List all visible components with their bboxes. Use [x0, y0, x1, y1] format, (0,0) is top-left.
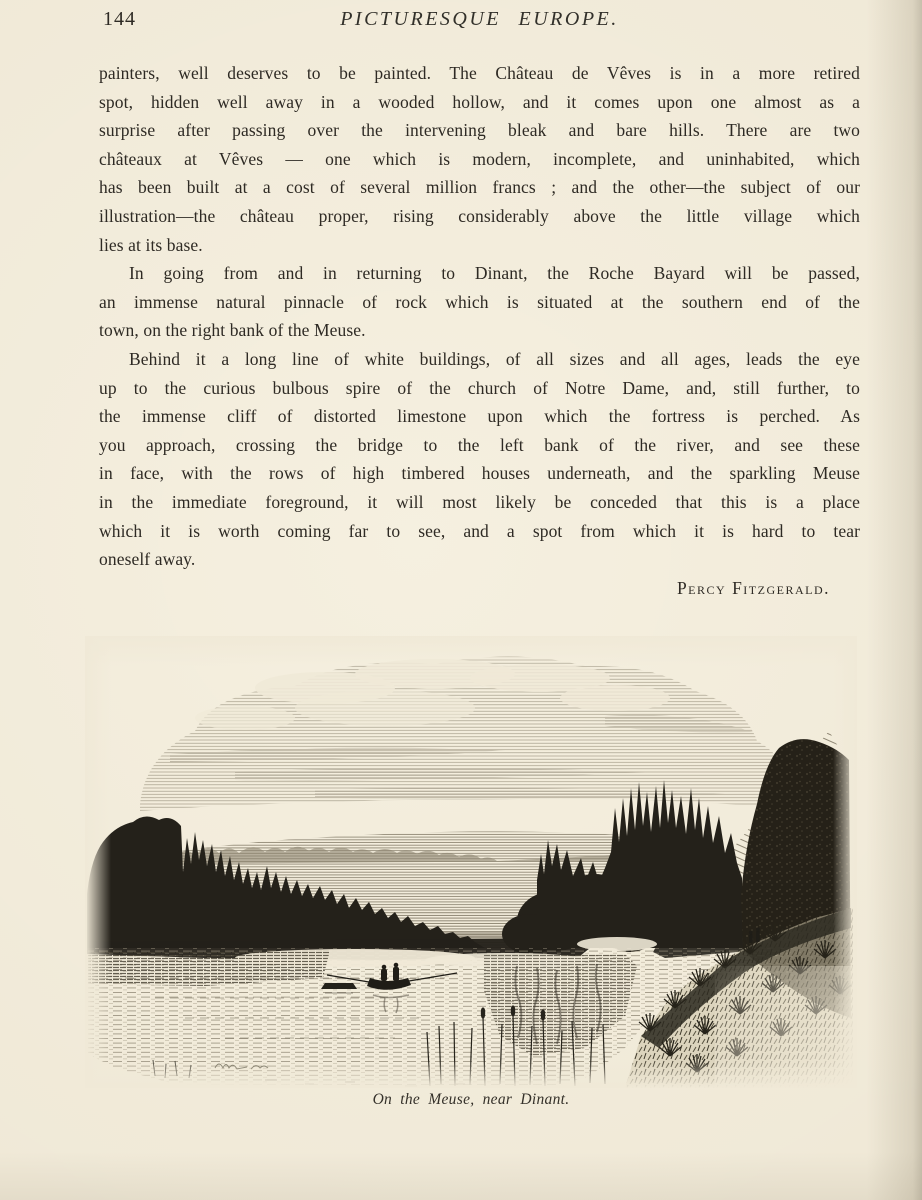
river-engraving [84, 636, 858, 1088]
text-line: up to the curious bulbous spire of the church of Notre Dame, and, still further, to [99, 377, 860, 398]
text-line: you approach, crossing the bridge to the left bank of the river, and see these [99, 434, 860, 455]
page-header [99, 8, 860, 38]
body-text [99, 59, 860, 602]
text-line: In going from and in returning to Dinant, the Roche Bayard will be passed, [129, 263, 860, 284]
illustration-caption: On the Meuse, near Dinant. [372, 1091, 570, 1108]
text-line: oneself away. [99, 549, 196, 570]
text-line: Behind it a long line of white buildings, of all sizes and all ages, leads the eye [129, 348, 860, 369]
text-line: town, on the right bank of the Meuse. [99, 320, 366, 341]
engraving-illustration [84, 636, 858, 1109]
sky-clouds [140, 656, 787, 811]
text-line: lies at its base. [99, 234, 203, 255]
text-line: châteaux at Vêves — one which is modern, incomplete, and uninhabited, which [99, 148, 860, 169]
text-line: has been built at a cost of several million francs ; and the other—the subject of our [99, 177, 860, 198]
text-line: in face, with the rows of high timbered houses underneath, and the sparkling Meuse [99, 463, 860, 484]
text-line: an immense natural pinnacle of rock which is situated at the southern end of the [99, 291, 860, 312]
text-line: which it is worth coming far to see, and a spot from which it is hard to tear [99, 520, 860, 541]
author-signature: Percy Fitzgerald. [676, 577, 830, 598]
text-line: in the immediate foreground, it will most likely be conceded that this is a place [99, 491, 860, 512]
text-line: painters, well deserves to be painted. The Château de Vêves is in a more retired [99, 63, 860, 83]
page-number: 144 [103, 8, 136, 30]
poplar-trees [537, 780, 743, 948]
text-line: spot, hidden well away in a wooded hollow, and it comes upon one almost as a [99, 91, 860, 112]
running-title: PICTURESQUE EUROPE. [340, 8, 619, 30]
text-line: the immense cliff of distorted limestone upon which the fortress is perched. As [99, 406, 860, 427]
text-line: surprise after passing over the intervening bleak and bare hills. There are two [99, 120, 860, 141]
text-line: illustration—the château proper, rising considerably above the little village which [99, 205, 860, 226]
